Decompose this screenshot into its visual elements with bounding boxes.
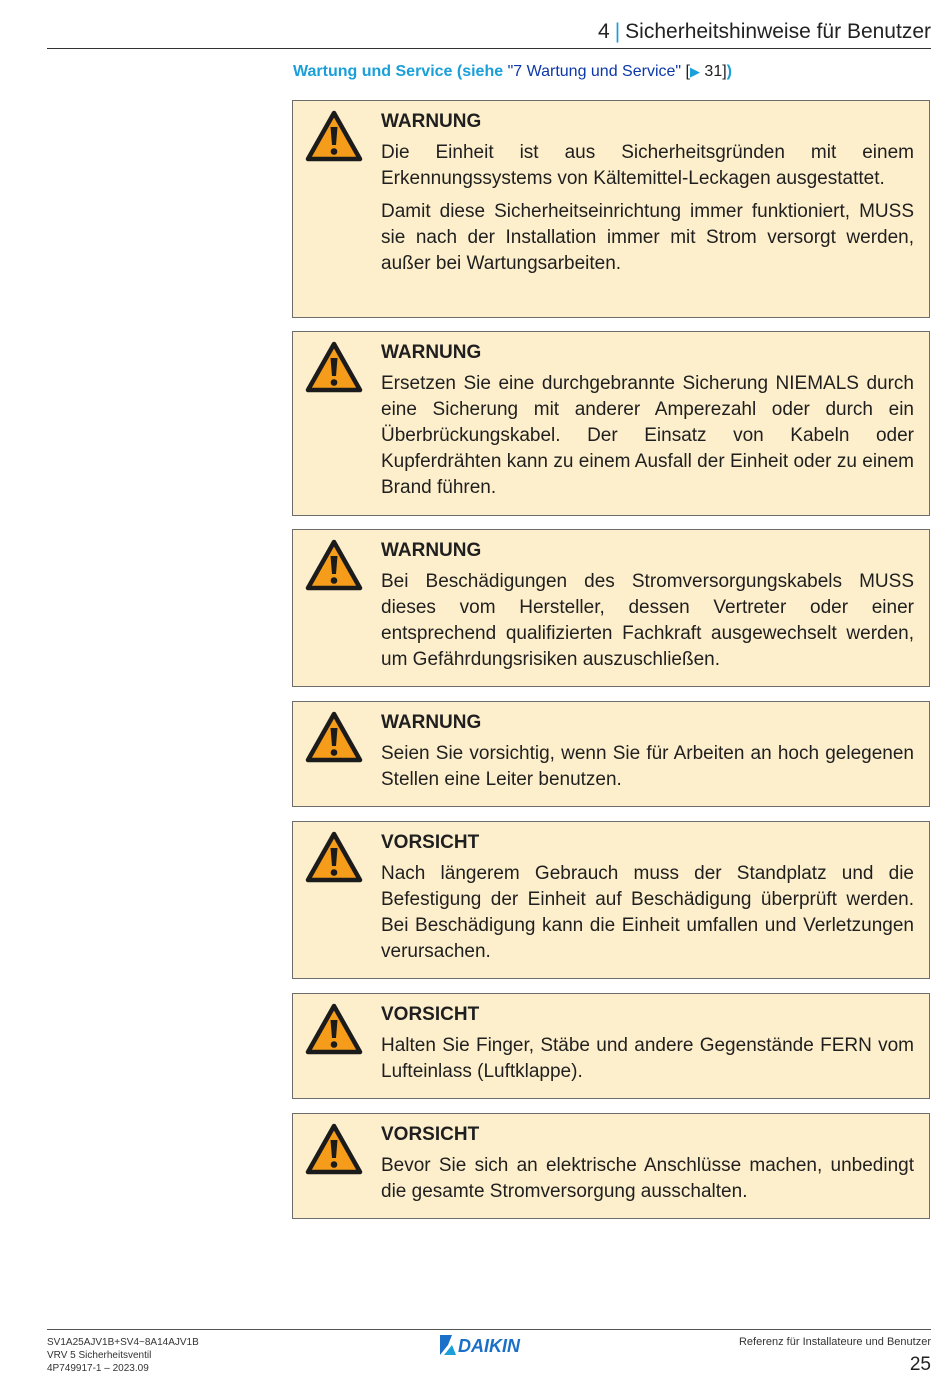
- daikin-logo: [439, 1334, 541, 1356]
- notice-paragraph: Bei Beschädigungen des Stromversorgungskabels MUSS dieses vom Hersteller, dessen Vertreter oder einer entsprechend qualifizierten Fachkraft ausgewechselt werden, um Gefährdungsrisiken auszuschließen.: [381, 571, 914, 670]
- notice-paragraph: Nach längerem Gebrauch muss der Standplatz und die Befestigung der Einheit auf Beschädigung überprüft werden. Bei Beschädigung kann die Einheit umfallen und Verletzungen verursachen.: [381, 863, 914, 962]
- notice-paragraph: Halten Sie Finger, Stäbe und andere Gegenstände FERN vom Lufteinlass (Luftklappe).: [381, 1035, 914, 1082]
- page-number: 25: [909, 1354, 931, 1375]
- bracket-open: [: [681, 63, 690, 80]
- notice-paragraph: Seien Sie vorsichtig, wenn Sie für Arbeiten an hoch gelegenen Stellen eine Leiter benutzen.: [381, 743, 914, 790]
- paren-close: ): [726, 63, 732, 80]
- warning-notice: [292, 701, 930, 807]
- warning-notice: [292, 100, 930, 318]
- notice-body: [381, 741, 914, 800]
- section-label: Wartung und Service (siehe: [293, 63, 508, 80]
- notice-title: VORSICHT: [381, 1124, 480, 1145]
- notice-title: VORSICHT: [381, 1004, 480, 1025]
- caution-notice: [292, 821, 930, 979]
- footer-reference-title: Referenz für Installateure und Benutzer: [738, 1336, 931, 1348]
- warning-triangle-icon: [305, 831, 363, 883]
- section-heading: [293, 63, 732, 81]
- notice-body: [381, 861, 914, 972]
- page-arrow-icon: ▶: [689, 64, 700, 79]
- warning-notice: [292, 331, 930, 516]
- chapter-title: Sicherheitshinweise für Benutzer: [625, 20, 931, 43]
- footer-right: [739, 1336, 931, 1376]
- notice-paragraph: Bevor Sie sich an elektrische Anschlüsse machen, unbedingt die gesamte Stromversorgung ausschalten.: [381, 1155, 914, 1202]
- notice-title: WARNUNG: [381, 540, 482, 561]
- daikin-logo-text: DAIKIN: [458, 1336, 520, 1356]
- notice-paragraph: Damit diese Sicherheitseinrichtung immer funktioniert, MUSS sie nach der Installation immer mit Strom versorgt werden, außer bei Wartungsarbeiten.: [381, 201, 914, 274]
- notice-paragraph: Ersetzen Sie eine durchgebrannte Sicherung NIEMALS durch eine Sicherung mit anderer Amperezahl oder durch ein Überbrückungskabel. Der Einsatz von Kabeln oder Kupferdrähten kann zu einem Ausfall der Einheit oder zu einem Brand führen.: [381, 373, 914, 498]
- caution-notice: [292, 1113, 930, 1219]
- warning-triangle-icon: [305, 110, 363, 162]
- footer-document-info: [47, 1336, 199, 1375]
- notice-title: WARNUNG: [381, 111, 482, 132]
- warning-triangle-icon: [305, 1123, 363, 1175]
- footer-model: SV1A25AJV1B+SV4~8A14AJV1B: [47, 1337, 199, 1348]
- notice-paragraph: Die Einheit ist aus Sicherheitsgründen mit einem Erkennungssystems von Kältemittel-Leckagen ausgestattet.: [381, 142, 914, 189]
- warning-triangle-icon: [305, 1003, 363, 1055]
- notice-title: WARNUNG: [381, 712, 482, 733]
- notice-title: WARNUNG: [381, 342, 482, 363]
- notice-title: VORSICHT: [381, 832, 480, 853]
- notice-body: [381, 1033, 914, 1092]
- warning-triangle-icon: [305, 711, 363, 763]
- notice-body: [381, 140, 914, 284]
- footer-product: VRV 5 Sicherheitsventil: [47, 1350, 152, 1361]
- notice-body: [381, 371, 914, 508]
- notice-body: [381, 1153, 914, 1212]
- warning-triangle-icon: [305, 341, 363, 393]
- warning-triangle-icon: [305, 539, 363, 591]
- section-page-link[interactable]: 31: [699, 63, 723, 80]
- footer-divider: [47, 1329, 931, 1330]
- chapter-number: 4: [598, 20, 610, 43]
- notice-body: [381, 569, 914, 680]
- page-header: [47, 18, 931, 49]
- header-separator: |: [614, 20, 621, 43]
- warning-notice: [292, 529, 930, 687]
- section-cross-ref-link[interactable]: "7 Wartung und Service": [507, 63, 682, 80]
- footer-doc-number: 4P749917-1 – 2023.09: [47, 1363, 149, 1374]
- caution-notice: [292, 993, 930, 1099]
- bracket-close: ]: [722, 63, 727, 80]
